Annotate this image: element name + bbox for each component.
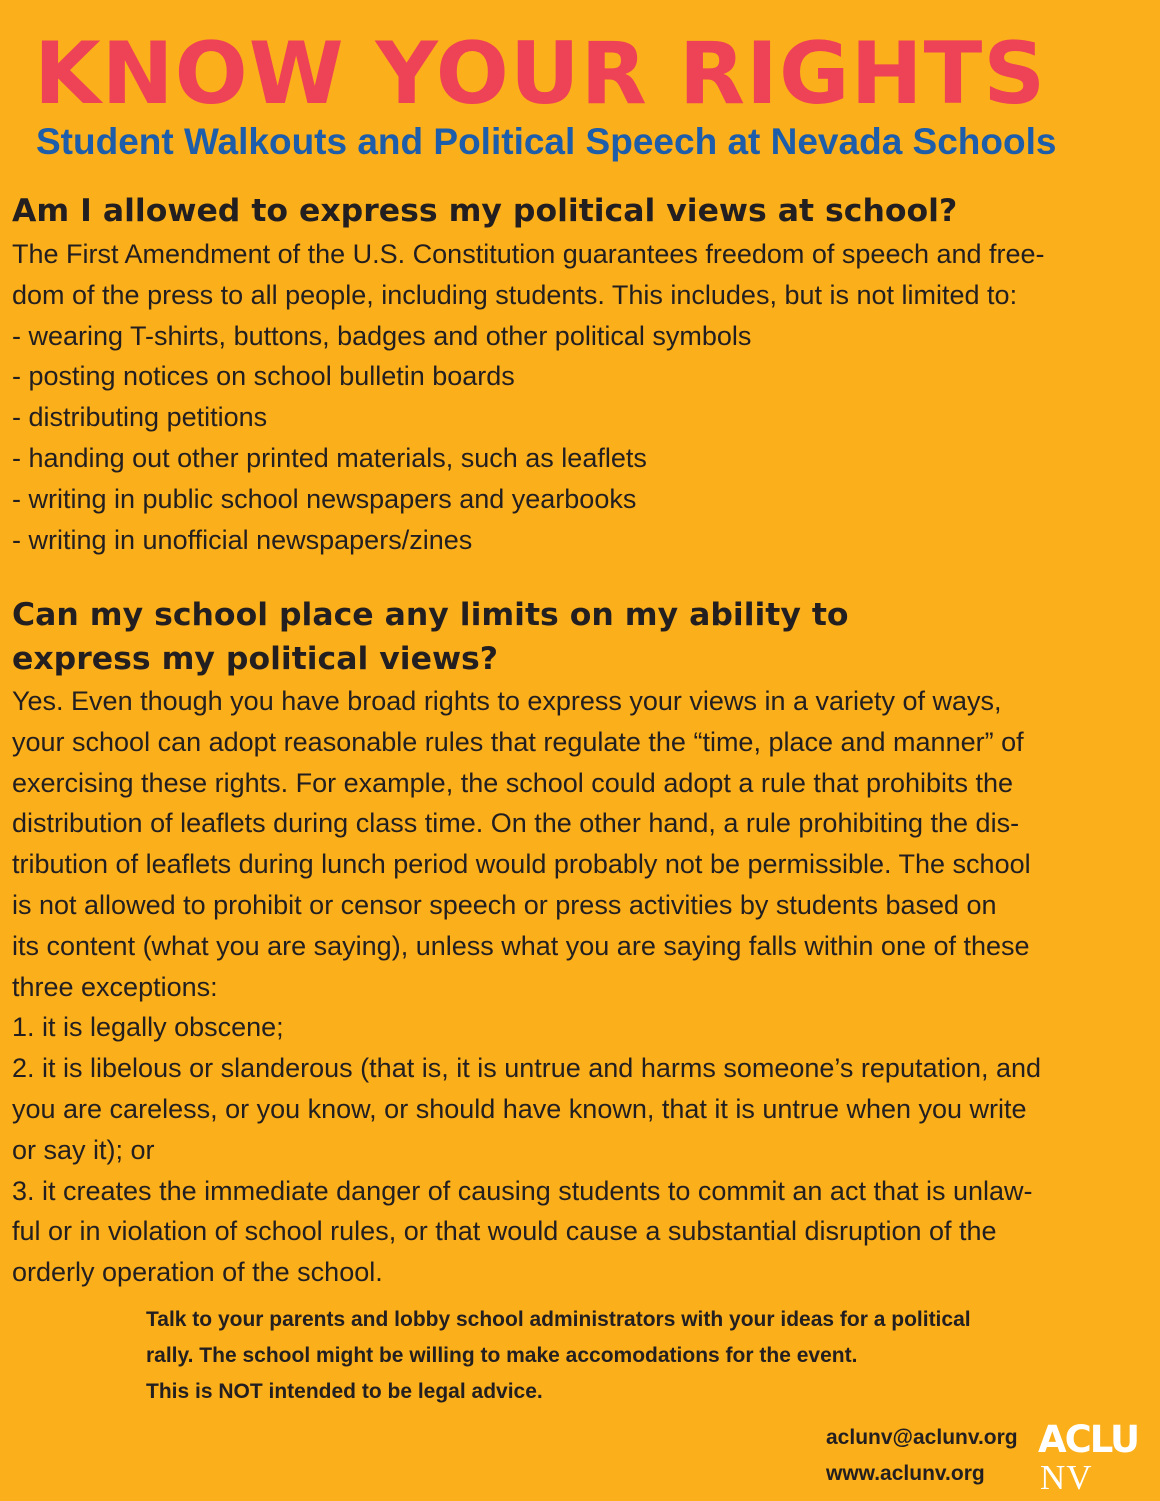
contact-info xyxy=(826,1420,1018,1492)
section2-line: three exceptions: xyxy=(12,971,218,1002)
list-item: - distributing petitions xyxy=(12,402,268,433)
section2-heading xyxy=(12,593,849,681)
section1-line: The First Amendment of the U.S. Constitution guarantees freedom of speech and free- xyxy=(12,239,1045,269)
note-line: rally. The school might be willing to make accomodations for the event. xyxy=(146,1344,858,1367)
exception-item: 3. it creates the immediate danger of causing students to commit an act that is unlaw- xyxy=(12,1175,1033,1206)
list-item: - wearing T-shirts, buttons, badges and other political symbols xyxy=(12,320,752,351)
exception-item: you are careless, or you know, or should have known, that it is untrue when you write xyxy=(12,1093,1027,1124)
contact-website[interactable]: www.aclunv.org xyxy=(826,1462,985,1485)
section2-line: is not allowed to prohibit or censor speech or press activities by students based on xyxy=(12,889,997,920)
section2-line: Yes. Even though you have broad rights to express your views in a variety of ways, xyxy=(12,686,1002,716)
disclaimer-note xyxy=(146,1302,971,1410)
section2-heading-line: express my political views? xyxy=(12,641,499,677)
list-item: - writing in public school newspapers and yearbooks xyxy=(12,483,637,514)
contact-email[interactable]: aclunv@aclunv.org xyxy=(826,1426,1018,1449)
section2-line: distribution of leaflets during class time. On the other hand, a rule prohibiting the dis- xyxy=(12,808,1020,839)
section1-body xyxy=(12,234,1045,560)
logo-aclu-text: ACLU xyxy=(1038,1418,1139,1461)
page-title: KNOW YOUR RIGHTS xyxy=(34,24,1047,124)
exception-item: 2. it is libelous or slanderous (that is, it is untrue and harms someone’s reputation, and xyxy=(12,1053,1042,1084)
page-subtitle: Student Walkouts and Political Speech at Nevada Schools xyxy=(36,121,1057,162)
section2-body xyxy=(12,681,1041,1293)
note-line: Talk to your parents and lobby school administrators with your ideas for a political xyxy=(146,1308,971,1331)
section2-heading-line: Can my school place any limits on my ability to xyxy=(12,597,849,633)
exception-item: orderly operation of the school. xyxy=(12,1257,383,1288)
note-line: This is NOT intended to be legal advice. xyxy=(146,1380,543,1403)
aclu-nv-logo xyxy=(1038,1418,1144,1498)
section2-line: your school can adopt reasonable rules that regulate the “time, place and manner” of xyxy=(12,726,1024,757)
exception-item: or say it); or xyxy=(12,1134,155,1165)
list-item: - handing out other printed materials, such as leaflets xyxy=(12,442,647,473)
section1-line: dom of the press to all people, including students. This includes, but is not limited to: xyxy=(12,279,1018,310)
list-item: - writing in unofficial newspapers/zines xyxy=(12,524,473,555)
logo-nv-text: NV xyxy=(1040,1458,1093,1497)
section2-line: tribution of leaflets during lunch period would probably not be permissible. The school xyxy=(12,849,1031,880)
list-item: - posting notices on school bulletin boards xyxy=(12,361,515,392)
exception-item: ful or in violation of school rules, or that would cause a substantial disruption of the xyxy=(12,1216,997,1247)
section2-line: its content (what you are saying), unless what you are saying falls within one of these xyxy=(12,930,1030,961)
section2-line: exercising these rights. For example, the school could adopt a rule that prohibits the xyxy=(12,767,1014,798)
exception-item: 1. it is legally obscene; xyxy=(12,1012,284,1043)
section1-heading: Am I allowed to express my political views at school? xyxy=(12,193,958,229)
